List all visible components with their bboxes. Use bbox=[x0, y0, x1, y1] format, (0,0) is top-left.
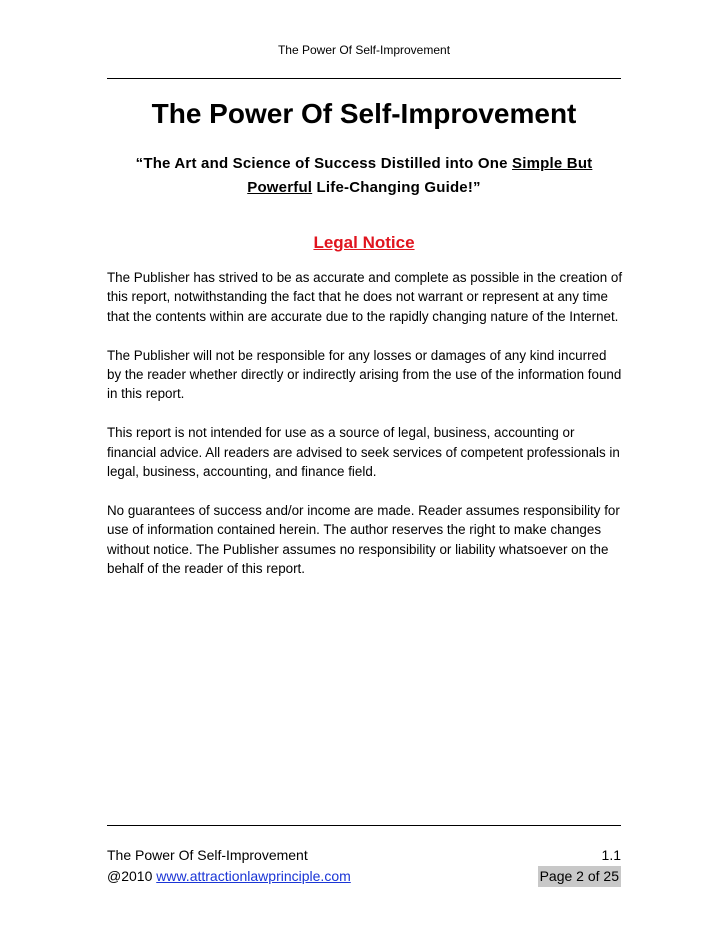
legal-notice-heading bbox=[0, 232, 728, 254]
footer-divider bbox=[107, 825, 621, 826]
running-header: The Power Of Self-Improvement bbox=[277, 43, 451, 57]
legal-notice-heading-text: Legal Notice bbox=[313, 233, 415, 252]
footer-row-bottom bbox=[107, 866, 621, 887]
subtitle-text-end: Life-Changing Guide!” bbox=[312, 179, 481, 196]
footer-title: The Power Of Self-Improvement bbox=[107, 847, 308, 863]
subtitle-underlined-second: Powerful bbox=[247, 179, 313, 196]
subtitle-text-start: “The Art and Science of Success Distilled into One bbox=[135, 155, 513, 172]
paragraph: No guarantees of success and/or income are made. Reader assumes responsibility for use of information contained herein. The author reserves the right to make changes without notice. The Publisher assumes no responsibility or liability whatsoever on the behalf of the reader of this report. bbox=[107, 502, 620, 577]
paragraph: The Publisher will not be responsible for any losses or damages of any kind incurred by the reader whether directly or indirectly arising from the use of the information found in this report. bbox=[107, 347, 622, 402]
legal-notice-body bbox=[107, 268, 623, 598]
paragraph: This report is not intended for use as a source of legal, business, accounting or financial advice. All readers are advised to seek services of competent professionals in legal, business, accounting, and finance field. bbox=[107, 425, 620, 480]
paragraph: The Publisher has strived to be as accurate and complete as possible in the creation of this report, notwithstanding the fact that he does not warrant or represent at any time that the contents within are accurate due to the rapidly changing nature of the Internet. bbox=[107, 270, 623, 324]
subtitle-underlined-first: Simple But bbox=[512, 155, 593, 172]
copyright-year: @2010 bbox=[107, 868, 153, 884]
page-footer bbox=[107, 845, 621, 887]
footer-row-top bbox=[107, 845, 621, 866]
page-number-label: Page 2 of 25 bbox=[538, 866, 621, 887]
footer-copyright-line bbox=[107, 866, 351, 887]
version-number: 1.1 bbox=[601, 847, 621, 863]
document-subtitle bbox=[107, 152, 621, 200]
document-title: The Power Of Self-Improvement bbox=[151, 98, 577, 129]
website-link[interactable]: www.attractionlawprinciple.com bbox=[156, 868, 351, 884]
header-divider bbox=[107, 78, 621, 79]
